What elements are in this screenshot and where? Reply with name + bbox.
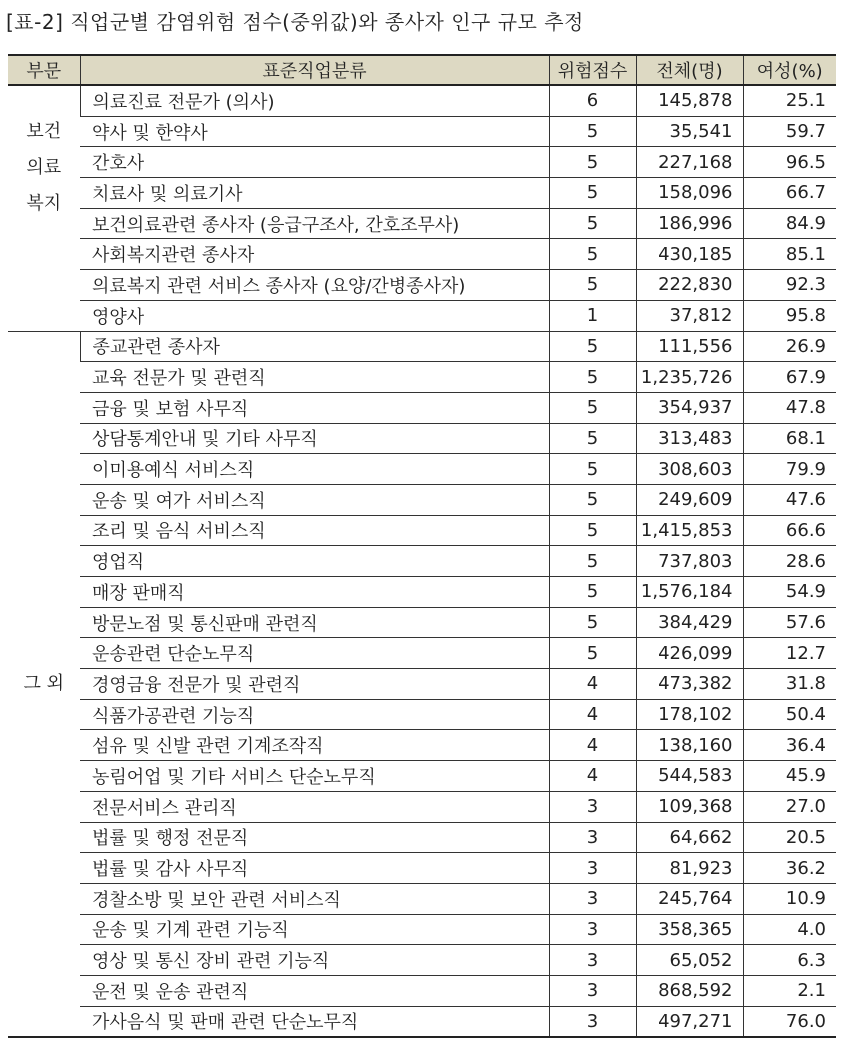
occupation-name: 매장 판매직: [80, 577, 549, 608]
table-row: [8, 85, 836, 116]
female-percent: 85.1: [743, 239, 836, 270]
total-count: 1,576,184: [636, 577, 743, 608]
total-count: 178,102: [636, 699, 743, 730]
category-cell: 보건 의료 복지: [26, 121, 62, 214]
female-percent: 84.9: [743, 208, 836, 239]
risk-score: 3: [549, 1006, 636, 1037]
occupation-name: 운송 및 여가 서비스직: [80, 484, 549, 515]
female-percent: 95.8: [743, 300, 836, 331]
risk-score: 5: [549, 147, 636, 178]
header-total: 전체(명): [636, 55, 743, 85]
female-percent: 79.9: [743, 454, 836, 485]
table-body: [8, 85, 836, 1037]
risk-score: 5: [549, 577, 636, 608]
risk-score: 3: [549, 914, 636, 945]
female-percent: 47.8: [743, 392, 836, 423]
female-percent: 57.6: [743, 607, 836, 638]
female-percent: 96.5: [743, 147, 836, 178]
table-row: [8, 300, 836, 331]
risk-score: 5: [549, 331, 636, 362]
female-percent: 26.9: [743, 331, 836, 362]
risk-score: 4: [549, 699, 636, 730]
total-count: 384,429: [636, 607, 743, 638]
occupation-name: 운송 및 기계 관련 기능직: [80, 914, 549, 945]
table-row: [8, 699, 836, 730]
total-count: 249,609: [636, 484, 743, 515]
occupation-name: 방문노점 및 통신판매 관련직: [80, 607, 549, 638]
table-row: [8, 761, 836, 792]
total-count: 308,603: [636, 454, 743, 485]
female-percent: 31.8: [743, 669, 836, 700]
female-percent: 20.5: [743, 822, 836, 853]
risk-score: 5: [549, 638, 636, 669]
female-percent: 10.9: [743, 883, 836, 914]
table-row: [8, 607, 836, 638]
total-count: 1,235,726: [636, 362, 743, 393]
risk-score: 5: [549, 178, 636, 209]
table-row: [8, 822, 836, 853]
risk-score: 5: [549, 607, 636, 638]
total-count: 313,483: [636, 423, 743, 454]
table-row: [8, 147, 836, 178]
table-row: [8, 791, 836, 822]
table-row: [8, 515, 836, 546]
table-row: [8, 669, 836, 700]
header-row: [8, 55, 836, 85]
occupation-name: 이미용예식 서비스직: [80, 454, 549, 485]
total-count: 245,764: [636, 883, 743, 914]
occupation-name: 경찰소방 및 보안 관련 서비스직: [80, 883, 549, 914]
total-count: 222,830: [636, 270, 743, 301]
female-percent: 76.0: [743, 1006, 836, 1037]
risk-score: 3: [549, 945, 636, 976]
total-count: 737,803: [636, 546, 743, 577]
risk-score: 5: [549, 515, 636, 546]
occupation-name: 전문서비스 관리직: [80, 791, 549, 822]
female-percent: 66.7: [743, 178, 836, 209]
risk-score: 5: [549, 208, 636, 239]
table-row: [8, 1006, 836, 1037]
table-row: [8, 454, 836, 485]
risk-score: 5: [549, 546, 636, 577]
total-count: 37,812: [636, 300, 743, 331]
occupation-name: 가사음식 및 판매 관련 단순노무직: [80, 1006, 549, 1037]
female-percent: 27.0: [743, 791, 836, 822]
table-row: [8, 270, 836, 301]
risk-score: 5: [549, 392, 636, 423]
risk-score: 5: [549, 239, 636, 270]
total-count: 109,368: [636, 791, 743, 822]
occupation-name: 식품가공관련 기능직: [80, 699, 549, 730]
female-percent: 6.3: [743, 945, 836, 976]
total-count: 65,052: [636, 945, 743, 976]
occupation-name: 의료복지 관련 서비스 종사자 (요양/간병종사자): [80, 270, 549, 301]
occupation-name: 치료사 및 의료기사: [80, 178, 549, 209]
total-count: 111,556: [636, 331, 743, 362]
female-percent: 66.6: [743, 515, 836, 546]
risk-score: 4: [549, 669, 636, 700]
total-count: 64,662: [636, 822, 743, 853]
risk-score: 3: [549, 822, 636, 853]
occupation-name: 조리 및 음식 서비스직: [80, 515, 549, 546]
risk-score: 5: [549, 270, 636, 301]
female-percent: 36.2: [743, 853, 836, 884]
total-count: 81,923: [636, 853, 743, 884]
risk-score: 3: [549, 883, 636, 914]
table-row: [8, 392, 836, 423]
table-caption: [표-2] 직업군별 감염위험 점수(중위값)와 종사자 인구 규모 추정: [6, 10, 584, 34]
female-percent: 36.4: [743, 730, 836, 761]
total-count: 1,415,853: [636, 515, 743, 546]
occupation-name: 운전 및 운송 관련직: [80, 975, 549, 1006]
table-row: [8, 178, 836, 209]
occupation-name: 영업직: [80, 546, 549, 577]
female-percent: 54.9: [743, 577, 836, 608]
total-count: 430,185: [636, 239, 743, 270]
occupation-name: 영상 및 통신 장비 관련 기능직: [80, 945, 549, 976]
table-row: [8, 975, 836, 1006]
occupation-name: 의료진료 전문가 (의사): [80, 85, 549, 116]
occupation-name: 보건의료관련 종사자 (응급구조사, 간호조무사): [80, 208, 549, 239]
total-count: 186,996: [636, 208, 743, 239]
occupation-name: 교육 전문가 및 관련직: [80, 362, 549, 393]
risk-score: 4: [549, 730, 636, 761]
female-percent: 59.7: [743, 116, 836, 147]
total-count: 497,271: [636, 1006, 743, 1037]
occupation-name: 간호사: [80, 147, 549, 178]
table-row: [8, 883, 836, 914]
female-percent: 12.7: [743, 638, 836, 669]
header-occupation: 표준직업분류: [80, 55, 549, 85]
total-count: 354,937: [636, 392, 743, 423]
risk-score: 5: [549, 362, 636, 393]
total-count: 868,592: [636, 975, 743, 1006]
female-percent: 25.1: [743, 85, 836, 116]
table-row: [8, 638, 836, 669]
occupation-name: 상담통계안내 및 기타 사무직: [80, 423, 549, 454]
category-cell: 그 외: [8, 331, 80, 1037]
risk-score: 5: [549, 423, 636, 454]
table-row: [8, 116, 836, 147]
risk-score: 3: [549, 853, 636, 884]
table-row: [8, 239, 836, 270]
table-row: [8, 423, 836, 454]
total-count: 227,168: [636, 147, 743, 178]
total-count: 544,583: [636, 761, 743, 792]
total-count: 158,096: [636, 178, 743, 209]
female-percent: 47.6: [743, 484, 836, 515]
header-category: 부문: [8, 55, 80, 85]
risk-score: 1: [549, 300, 636, 331]
occupation-name: 섬유 및 신발 관련 기계조작직: [80, 730, 549, 761]
occupation-name: 운송관련 단순노무직: [80, 638, 549, 669]
female-percent: 50.4: [743, 699, 836, 730]
table-row: [8, 484, 836, 515]
female-percent: 92.3: [743, 270, 836, 301]
total-count: 35,541: [636, 116, 743, 147]
risk-score: 4: [549, 761, 636, 792]
occupation-name: 금융 및 보험 사무직: [80, 392, 549, 423]
table-row: [8, 730, 836, 761]
table-row: [8, 577, 836, 608]
occupation-name: 법률 및 감사 사무직: [80, 853, 549, 884]
total-count: 473,382: [636, 669, 743, 700]
table-row: [8, 853, 836, 884]
table-row: [8, 546, 836, 577]
risk-score: 5: [549, 454, 636, 485]
occupation-name: 약사 및 한약사: [80, 116, 549, 147]
risk-score: 5: [549, 484, 636, 515]
table-row: [8, 331, 836, 362]
female-percent: 2.1: [743, 975, 836, 1006]
total-count: 426,099: [636, 638, 743, 669]
occupation-name: 영양사: [80, 300, 549, 331]
occupation-name: 종교관련 종사자: [80, 331, 549, 362]
risk-score: 3: [549, 791, 636, 822]
total-count: 358,365: [636, 914, 743, 945]
risk-score: 3: [549, 975, 636, 1006]
occupation-name: 경영금융 전문가 및 관련직: [80, 669, 549, 700]
female-percent: 45.9: [743, 761, 836, 792]
total-count: 138,160: [636, 730, 743, 761]
occupation-name: 농림어업 및 기타 서비스 단순노무직: [80, 761, 549, 792]
risk-score: 6: [549, 85, 636, 116]
female-percent: 67.9: [743, 362, 836, 393]
table-row: [8, 914, 836, 945]
table-row: [8, 208, 836, 239]
female-percent: 28.6: [743, 546, 836, 577]
occupation-risk-table: [8, 54, 836, 1038]
header-score: 위험점수: [549, 55, 636, 85]
female-percent: 68.1: [743, 423, 836, 454]
occupation-name: 사회복지관련 종사자: [80, 239, 549, 270]
table-row: [8, 945, 836, 976]
risk-score: 5: [549, 116, 636, 147]
occupation-name: 법률 및 행정 전문직: [80, 822, 549, 853]
total-count: 145,878: [636, 85, 743, 116]
female-percent: 4.0: [743, 914, 836, 945]
table-row: [8, 362, 836, 393]
header-female: 여성(%): [743, 55, 836, 85]
